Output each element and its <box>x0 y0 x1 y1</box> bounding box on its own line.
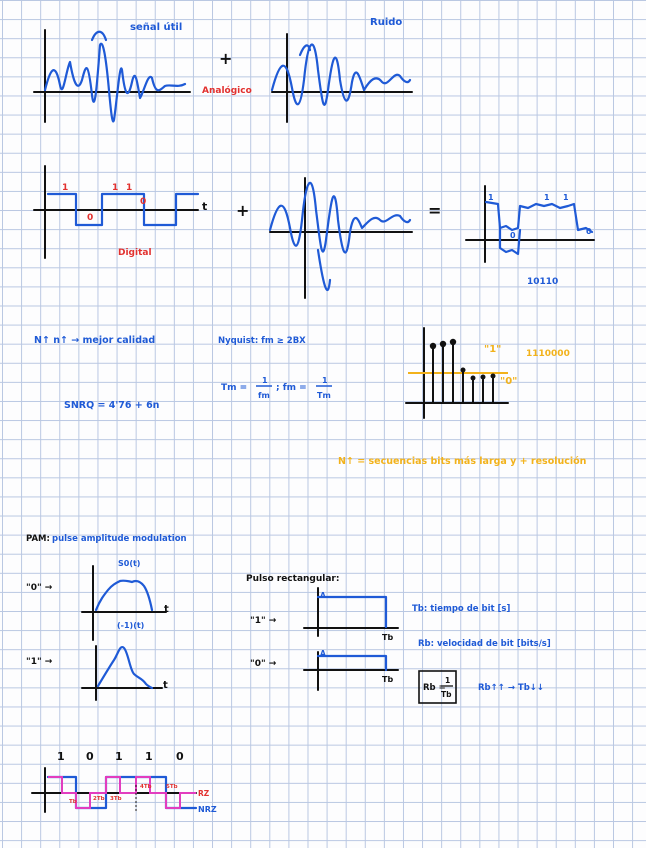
line-bit-1: 1 <box>57 750 65 763</box>
digital-bit-5: 0 <box>140 197 147 207</box>
pam-description: pulse amplitude modulation <box>52 534 187 544</box>
mark-3tb: 3Tb <box>110 796 122 802</box>
resolution-footnote: N↑ = secuencias bits más larga y + resolución <box>338 456 587 467</box>
rb-formula-box <box>419 671 456 703</box>
fm-denominator: Tm <box>317 391 331 400</box>
pam-title: PAM: <box>26 534 50 544</box>
s0-label: S0(t) <box>118 559 141 568</box>
mark-4tb: 4Tb <box>140 784 152 790</box>
rect-one-plot <box>304 588 398 636</box>
tm-numerator: 1 <box>262 376 268 385</box>
nrz-label: NRZ <box>198 805 217 814</box>
digital-label: Digital <box>118 248 152 258</box>
result-code: 10110 <box>527 277 559 287</box>
rect-zero-tb: Tb <box>382 675 394 684</box>
quality-rule: N↑ n↑ → mejor calidad <box>34 335 156 346</box>
tb-definition: Tb: tiempo de bit [s] <box>412 604 511 614</box>
pam-one-map: "1" → <box>26 657 53 667</box>
line-bit-2: 0 <box>86 750 94 763</box>
fm-lhs: ; fm = <box>276 383 307 393</box>
level-zero-label: "0" <box>500 376 518 387</box>
tm-lhs: Tm = <box>221 383 248 393</box>
digital-t-label: t <box>202 200 208 213</box>
sample-code: 1110000 <box>526 349 570 359</box>
mark-tb: Tb <box>69 799 77 805</box>
result-bit-2: 0 <box>510 231 516 240</box>
pam-zero-map: "0" → <box>26 583 53 593</box>
pam-zero-t: t <box>164 604 169 615</box>
mark-5tb: 5Tb <box>166 784 178 790</box>
digital-bit-2: 0 <box>87 213 94 223</box>
mark-2tb: 2Tb <box>93 796 105 802</box>
digital-signal-plot <box>34 166 198 258</box>
result-bit-3: 1 <box>544 193 550 202</box>
analog-label: Analógico <box>202 86 252 96</box>
rz-nrz-plot <box>32 768 196 812</box>
level-one-label: "1" <box>484 344 502 355</box>
rect-zero-amp: A <box>320 649 326 658</box>
tm-fm-relation <box>221 376 332 400</box>
useful-signal-plot <box>34 30 190 122</box>
line-bit-4: 1 <box>145 750 153 763</box>
digital-bit-4: 1 <box>126 183 133 193</box>
result-bit-1: 1 <box>488 193 494 202</box>
rb-lhs: Rb = <box>423 683 446 693</box>
snr-formula: SNRQ = 4'76 + 6n <box>64 400 160 411</box>
equals-sign: = <box>428 201 442 220</box>
quantized-samples-plot <box>406 328 508 418</box>
rect-one-amp: A <box>320 591 326 600</box>
rect-zero-plot <box>304 652 398 690</box>
rb-definition: Rb: velocidad de bit [bits/s] <box>418 639 551 649</box>
plus-sign-1: + <box>219 49 233 68</box>
plus-sign-2: + <box>236 201 250 220</box>
fm-numerator: 1 <box>322 376 328 385</box>
rb-note: Rb↑↑ → Tb↓↓ <box>478 683 545 693</box>
pam-one-t: t <box>163 680 168 691</box>
noise-plot-2 <box>270 178 412 298</box>
rect-one-tb: Tb <box>382 633 394 642</box>
s1-label: (-1)(t) <box>117 621 145 630</box>
line-bit-5: 0 <box>176 750 184 763</box>
rb-denominator: Tb <box>441 690 452 699</box>
tm-denominator: fm <box>258 391 270 400</box>
line-bit-3: 1 <box>115 750 123 763</box>
result-bit-5: 0 <box>586 227 592 236</box>
noise-plot <box>272 34 412 122</box>
rb-numerator: 1 <box>445 676 451 685</box>
nyquist-formula: Nyquist: fm ≥ 2BX <box>218 336 306 346</box>
digital-bit-3: 1 <box>112 183 119 193</box>
pam-one-plot <box>82 646 162 700</box>
noisy-digital-result-plot <box>466 186 594 262</box>
pulse-title: Pulso rectangular: <box>246 574 340 584</box>
digital-bit-1: 1 <box>62 183 69 193</box>
rz-label: RZ <box>198 789 210 798</box>
signal-label: señal útil <box>130 22 183 33</box>
result-bit-4: 1 <box>563 193 569 202</box>
noise-label: Ruido <box>370 17 403 28</box>
rect-one-map: "1" → <box>250 616 277 626</box>
rect-zero-map: "0" → <box>250 659 277 669</box>
